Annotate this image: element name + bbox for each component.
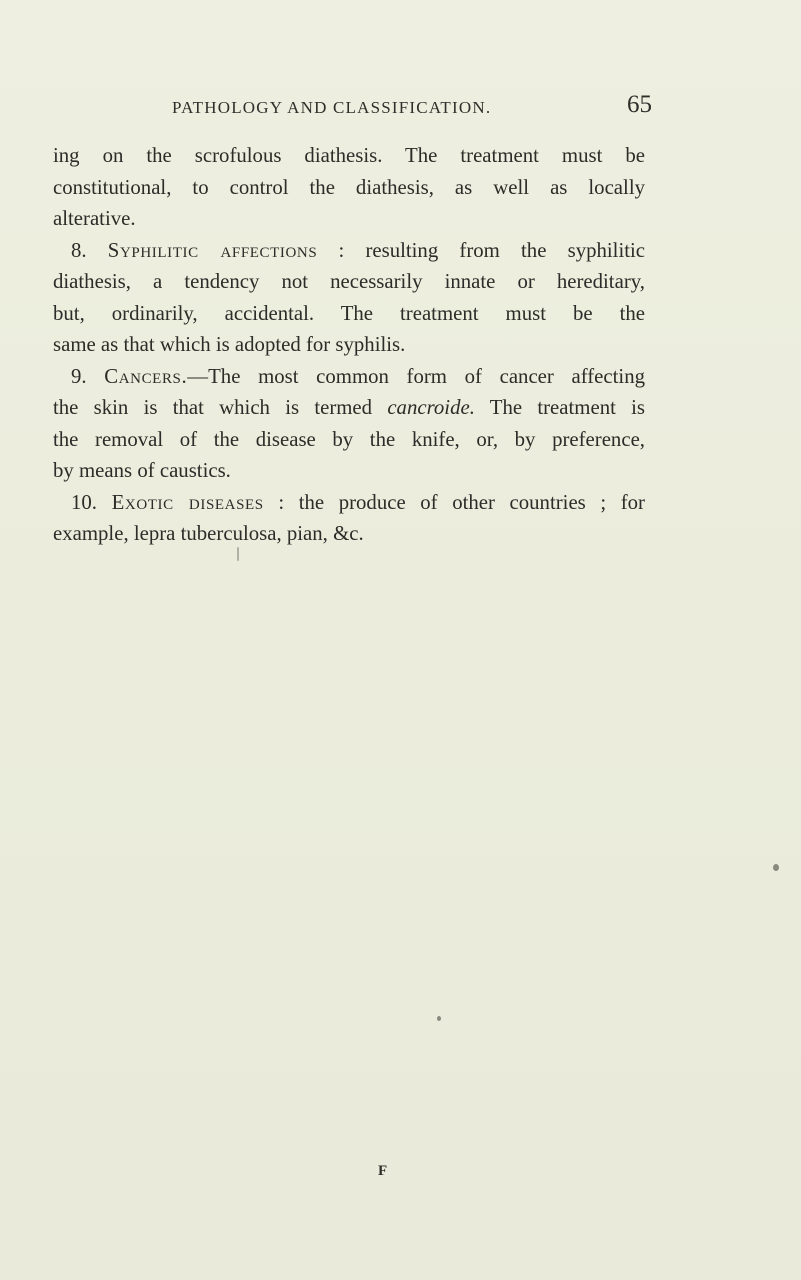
text-line: ing on the scrofulous diathesis. The treatment must be — [53, 144, 645, 167]
text-line — [53, 235, 645, 267]
text-line: but, ordinarily, accidental. The treatment must be the — [53, 301, 645, 325]
signature-mark: F — [378, 1163, 388, 1179]
running-head: PATHOLOGY AND CLASSIFICATION. — [172, 98, 492, 117]
text-line — [53, 487, 645, 519]
paragraph-exotic-diseases — [53, 487, 645, 550]
item-number: 8. — [71, 238, 108, 262]
section-heading: Cancers. — [104, 364, 188, 388]
section-heading: Syphilitic affections — [107, 238, 318, 262]
text-run: —The most common form of cancer affecting — [187, 364, 645, 388]
text-run: : resulting from the syphilitic — [317, 238, 646, 262]
text-run: The treatment is — [474, 396, 646, 419]
section-heading: Exotic diseases — [111, 490, 264, 514]
text-run: : the produce of other countries ; for — [263, 490, 645, 514]
text-line — [53, 392, 645, 424]
text-line: diathesis, a tendency not necessarily innate or hereditary, — [53, 270, 645, 293]
text-run: the skin is that which is termed — [53, 396, 388, 419]
text-line: example, lepra tuberculosa, pian, &c. — [53, 522, 364, 545]
page-number: 65 — [627, 91, 652, 118]
paragraph-cancers — [53, 361, 645, 487]
text-line: by means of caustics. — [53, 459, 231, 482]
italic-term: cancroide. — [387, 396, 475, 419]
paper-speck — [437, 1016, 441, 1021]
paper-speck — [773, 864, 779, 871]
paper-speck — [237, 547, 239, 561]
item-number: 9. — [71, 364, 105, 388]
text-line: the removal of the disease by the knife, or, by preference, — [53, 427, 645, 451]
paragraph-scrofulous-continuation — [53, 140, 645, 235]
text-line: same as that which is adopted for syphilis. — [53, 333, 406, 356]
text-line: alterative. — [53, 207, 136, 230]
paragraph-syphilitic-affections — [53, 235, 645, 361]
text-line — [53, 361, 645, 393]
text-line: constitutional, to control the diathesis, as well as locally — [53, 175, 645, 199]
item-number: 10. — [71, 490, 112, 514]
body-text — [53, 140, 645, 550]
